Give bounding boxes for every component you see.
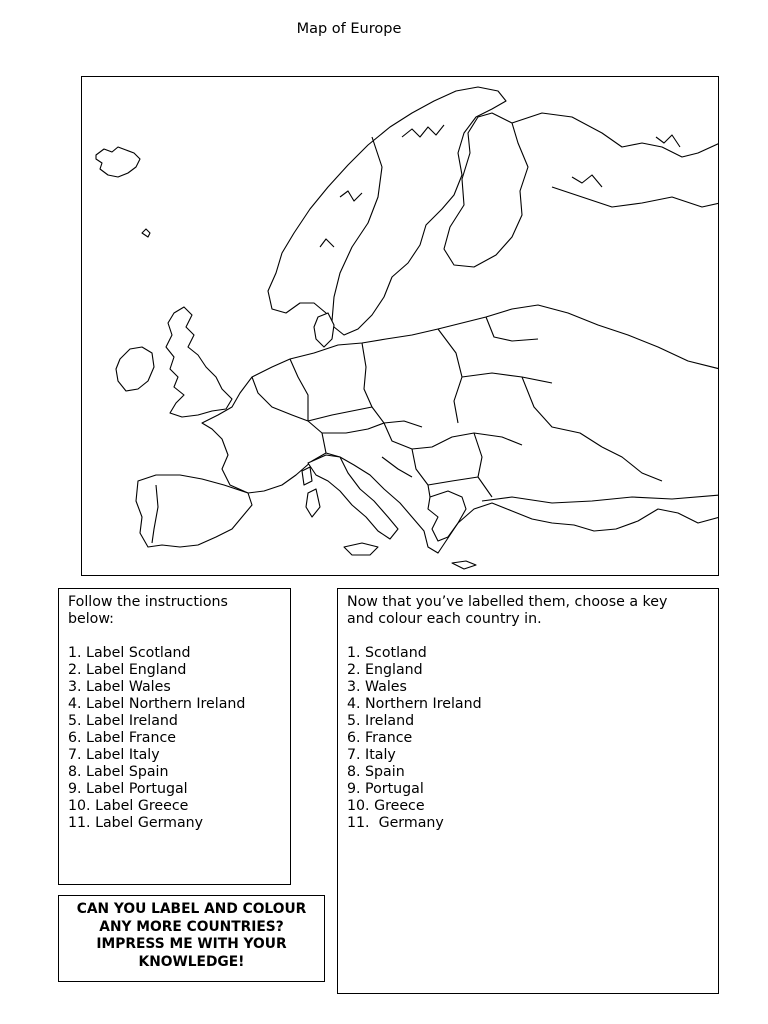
key-intro: Now that you’ve labelled them, choose a key and colour each country in. <box>347 594 668 627</box>
list-item: 4. Northern Ireland <box>347 696 482 712</box>
list-item: 8. Label Spain <box>68 764 169 780</box>
instructions-box <box>58 588 291 885</box>
list-item: 5. Ireland <box>347 713 415 729</box>
list-item: 1. Label Scotland <box>68 645 191 661</box>
list-item: 2. England <box>347 662 423 678</box>
list-item: 9. Portugal <box>347 781 424 797</box>
key-list <box>347 645 709 832</box>
list-item: 7. Italy <box>347 747 396 763</box>
list-item: 5. Label Ireland <box>68 713 178 729</box>
list-item: 10. Greece <box>347 798 425 814</box>
list-item: 6. Label France <box>68 730 177 746</box>
list-item: 1. Scotland <box>347 645 427 661</box>
page-title: Map of Europe <box>296 21 402 37</box>
list-item: 6. France <box>347 730 413 746</box>
list-item: 11. Germany <box>347 815 444 831</box>
list-item: 11. Label Germany <box>68 815 204 831</box>
key-box <box>337 588 719 994</box>
list-item: 3. Label Wales <box>68 679 171 695</box>
list-item: 9. Label Portugal <box>68 781 188 797</box>
instructions-intro: Follow the instructions below: <box>68 594 228 627</box>
europe-outline-map-icon <box>82 77 719 576</box>
list-item: 7. Label Italy <box>68 747 160 763</box>
list-item: 2. Label England <box>68 662 187 678</box>
europe-map <box>81 76 719 576</box>
instructions-list <box>68 645 281 832</box>
challenge-box: CAN YOU LABEL AND COLOUR ANY MORE COUNTRIES? IMPRESS ME WITH YOUR KNOWLEDGE! <box>58 895 325 982</box>
list-item: 10. Label Greece <box>68 798 189 814</box>
list-item: 3. Wales <box>347 679 407 695</box>
list-item: 8. Spain <box>347 764 405 780</box>
list-item: 4. Label Northern Ireland <box>68 696 246 712</box>
